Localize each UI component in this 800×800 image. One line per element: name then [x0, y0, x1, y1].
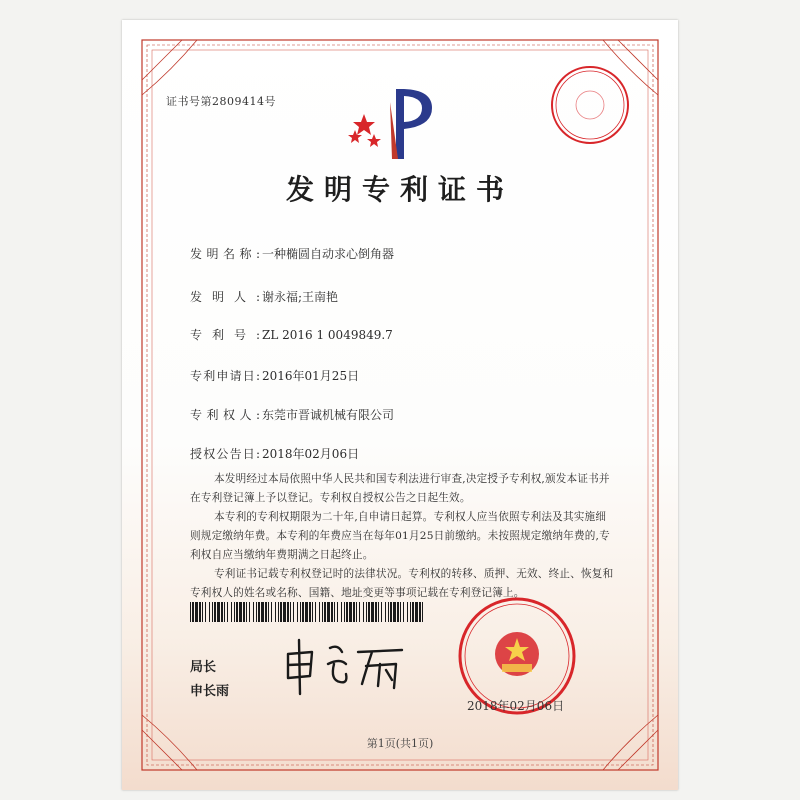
field-label: 授权公告日: [190, 447, 260, 461]
inventor-row [190, 288, 338, 305]
patentee: 东莞市晋诚机械有限公司 [262, 408, 395, 422]
patent-number: ZL 2016 1 0049849.7 [262, 328, 393, 342]
field-label: 专利权人: [190, 408, 260, 422]
paragraph-grant: 本发明经过本局依照中华人民共和国专利法进行审查,决定授予专利权,颁发本证书并在专利登记簿上予以登记。专利权自授权公告之日起生效。 [190, 473, 610, 504]
director-name: 申长雨 [190, 684, 230, 699]
inventors: 谢永福;王南艳 [262, 290, 339, 304]
field-label: 发明人: [190, 290, 260, 304]
field-label: 发明名称: [190, 247, 260, 261]
paragraph-legal-status: 专利证书记载专利权登记时的法律状况。专利权的转移、质押、无效、终止、恢复和专利权人的姓名或名称、国籍、地址变更等事项记载在专利登记簿上。 [190, 568, 614, 599]
patentee-row [190, 406, 394, 423]
director-title: 局长 [190, 660, 217, 675]
patent-office-logo-icon [346, 84, 440, 164]
invention-name-row [190, 245, 394, 262]
page-number: 第1页(共1页) [366, 737, 434, 750]
grant-date-row [190, 445, 359, 462]
barcode [190, 602, 427, 622]
certificate-number: 证书号第2809414号 [166, 95, 276, 108]
invention-name: 一种椭圆自动求心倒角器 [262, 247, 395, 261]
field-label: 专利申请日: [190, 369, 260, 383]
patent-number-row [190, 326, 393, 343]
paragraph-term: 本专利的专利权期限为二十年,自申请日起算。专利权人应当依照专利法及其实施细则规定缴纳年费。本专利的年费应当在每年01月25日前缴纳。未按照规定缴纳年费的,专利权自应当缴纳年费期满之日起终止。 [190, 511, 610, 561]
director-signature [282, 630, 412, 700]
application-date: 2016年01月25日 [262, 369, 360, 383]
seal-date: 2018年02月06日 [467, 699, 565, 713]
application-date-row [190, 367, 359, 384]
grant-date: 2018年02月06日 [262, 447, 360, 461]
certificate-title: 发明专利证书 [285, 173, 514, 206]
small-seal-icon [545, 60, 635, 150]
field-label: 专利号: [190, 328, 260, 342]
